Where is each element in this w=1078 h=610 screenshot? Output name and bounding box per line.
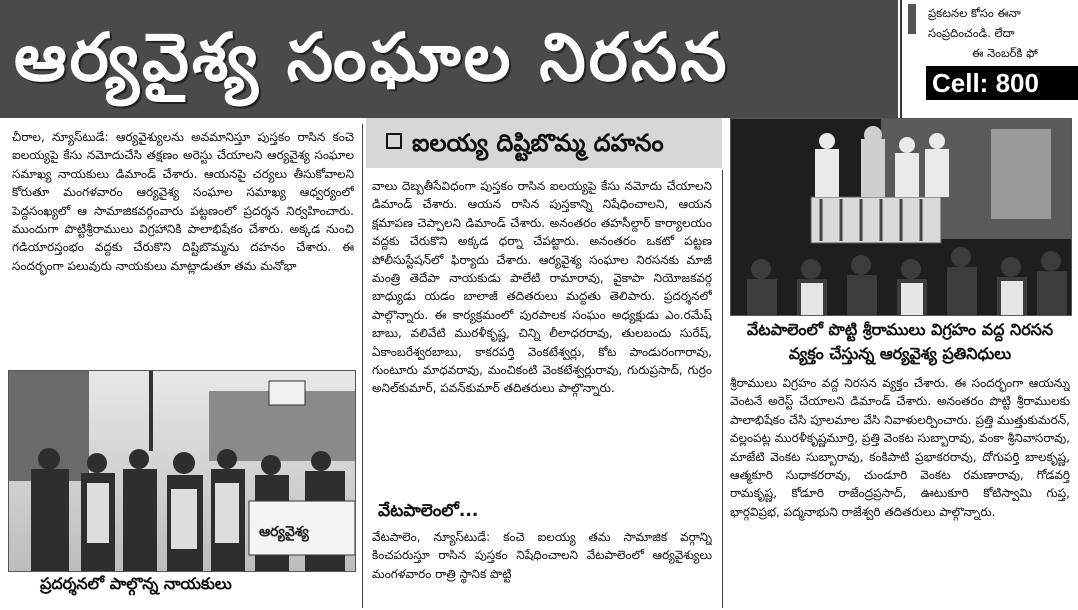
ad-line-1: ప్రకటనల కోసం ఈనా <box>928 6 1021 20</box>
subheading: ఐలయ్య దిష్టిబొమ్మ దహనం <box>412 129 664 157</box>
page-headline: ఆర్యవైశ్య సంఘాల నిరసన <box>14 19 730 96</box>
section-subheading: వేటపాలెంలో... <box>378 501 479 521</box>
banner-text: ఆర్యవైశ్య <box>259 524 309 540</box>
caption-right: వేటపాలెంలో పొట్టి శ్రీరాములు విగ్రహం వద్ద నిరసన వ్యక్తం చేస్తున్న ఆర్యవైశ్య ప్రతినిధులు <box>746 320 1054 363</box>
statue-photo-image <box>731 119 1071 315</box>
article-column-2b <box>372 528 712 606</box>
ad-line-2: సంప్రదించండి. లేదా <box>928 26 1015 40</box>
protest-photo <box>8 370 356 572</box>
square-bullet-icon <box>386 133 402 149</box>
article-paragraph: చీరాల, న్యూస్‌టుడే: ఆర్యవైశ్యులను అవమానిస్తూ పుస్తకం రాసిన కంచె ఐలయ్యపై కేసు నమోదుచేసి తక్షణం అరెస్టు చేయాలని ఆర్యవైశ్య సంఘాల సమాఖ్య నాయకులు డిమాండ్ చేశారు. ఆయనపై చర్యలు తీసుకోవాలని కోరుతూ మంగళవారం ఆర్యవైశ్య సంఘాల సమాఖ్య ఆధ్వర్యంలో పెద్దసంఖ్యలో ఆ సామాజికవర్గంవారు పట్టణంలో ప్రదర్శన నిర్వహించారు. ముందుగా పొట్టిశ్రీరాములు విగ్రహానికి పాలాభిషేకం చేశారు. అక్కడ నుంచి గడియారస్తంభం వద్దకు చేరుకొని దిష్టిబొమ్మను దహనం చేశారు. ఈ సందర్భంగా పలువురు నాయకులు మాట్లాడుతూ తమ మనోభా <box>12 130 354 273</box>
article-paragraph: శ్రీరాములు విగ్రహం వద్ద నిరసన వ్యక్తం చేశారు. ఈ సందర్భంగా ఆయన్ను వెంటనే అరెస్ట్ చేయాలని డిమాండ్ చేశారు. అనంతరం పొట్టి శ్రీరాములకు పాలాభిషేకం చేసి పూలమాల వేసి నివాళులర్పించారు. ప్రత్తి ముత్తుకుమరన్, వల్లంపట్ల మురళీకృష్ణమూర్తి, ప్రత్తి వెంకట సుబ్బారావు, వంకా శ్రీనివాసరావు, మాజేటి వెంకట సుబ్బారావు, కంకిపాటి ప్రభాకరరావు, దోగుపర్తి బాలకృష్ణ, ఆత్మకూరి సుధాకరరావు, చుండూరి వెంకట రమణారావు, గోడవర్తి రామకృష్ణ, కోడూరి రాజేంద్రప్రసాద్, ఊటుకూరి కోటిస్వామి గుప్త, భార్గవిప్రభ, పద్మనాభుని రాజేశ్వరి తదితరులు పాల్గొన్నారు. <box>730 376 1070 519</box>
protest-photo-image <box>9 371 355 571</box>
ad-box <box>900 0 1078 118</box>
article-column-2 <box>372 177 712 495</box>
ad-line-3: ఈ నెంబర్‌కి ఫో <box>972 46 1038 60</box>
ad-cell-number: Cell: 800 <box>926 66 1078 100</box>
article-paragraph: వాలు దెబ్బతీసేవిధంగా పుస్తకం రాసిన ఐలయ్యపై కేసు నమోదు చేయాలని డిమాండ్ చేశారు. ఆయన రాసిన పుస్తకాన్ని నిషేధించాలని, ఆయన క్షమాపణ చెప్పాలని డిమాండ్ చేశారు. అనంతరం తహసీల్దార్ కార్యాలయం వద్దకు చేరుకొని అక్కడ ధర్నా చేపట్టారు. అనంతరం ఒకటో పట్టణ పోలీసుస్టేషన్‌లో ఫిర్యాదు చేశారు. ఆర్యవైశ్య సంఘాల నిరసనకు మాజీ మంత్రి తెదేపా నాయకుడు పాలేటి రామారావు, వైకాపా నియోజకవర్గ బాధ్యుడు యడం బాలాజీ తదితరులు మద్దతు తెలిపారు. ప్రదర్శనలో పాల్గొన్నారు. ఈ కార్యక్రమంలో పురపాలక సంఘం అధ్యక్షుడు ఎం.రమేష్ బాబు, వలివేటి మురళీకృష్ణ, చిన్ని లీలాధరరావు, తులబందు సురేష్, ఏకాంబరేశ్వరబాబు, కాకరపర్తి వెంకటేశ్వర్లు, కోట పాండురంగారావు, గుంటూరు మాధవరావు, మంచికంటి వెంకటేశ్వర్లురావు, గురుప్రసాద్, గుర్రం అనిల్‌కుమార్, పవన్‌కుమార్ తదితరులు పాల్గొన్నారు. <box>372 179 712 396</box>
caption-left: ప్రదర్శనలో పాల్గొన్న నాయకులు <box>40 574 232 593</box>
article-column-3 <box>730 374 1070 606</box>
column-rule-1 <box>362 124 363 608</box>
ad-divider <box>908 4 916 34</box>
article-paragraph: వేటపాలెం, న్యూస్‌టుడే: కంచె ఐలయ్య తమ సామాజిక వర్గాన్ని కించపరుస్తూ రాసిన పుస్తకం నిషేధించాలని వేటపాలెంలో ఆర్యవైశ్యులు మంగళవారం రాత్రి స్థానిక పొట్టి <box>372 530 712 581</box>
statue-photo <box>730 118 1072 316</box>
column-rule-2 <box>722 170 723 608</box>
article-column-1 <box>12 128 354 366</box>
